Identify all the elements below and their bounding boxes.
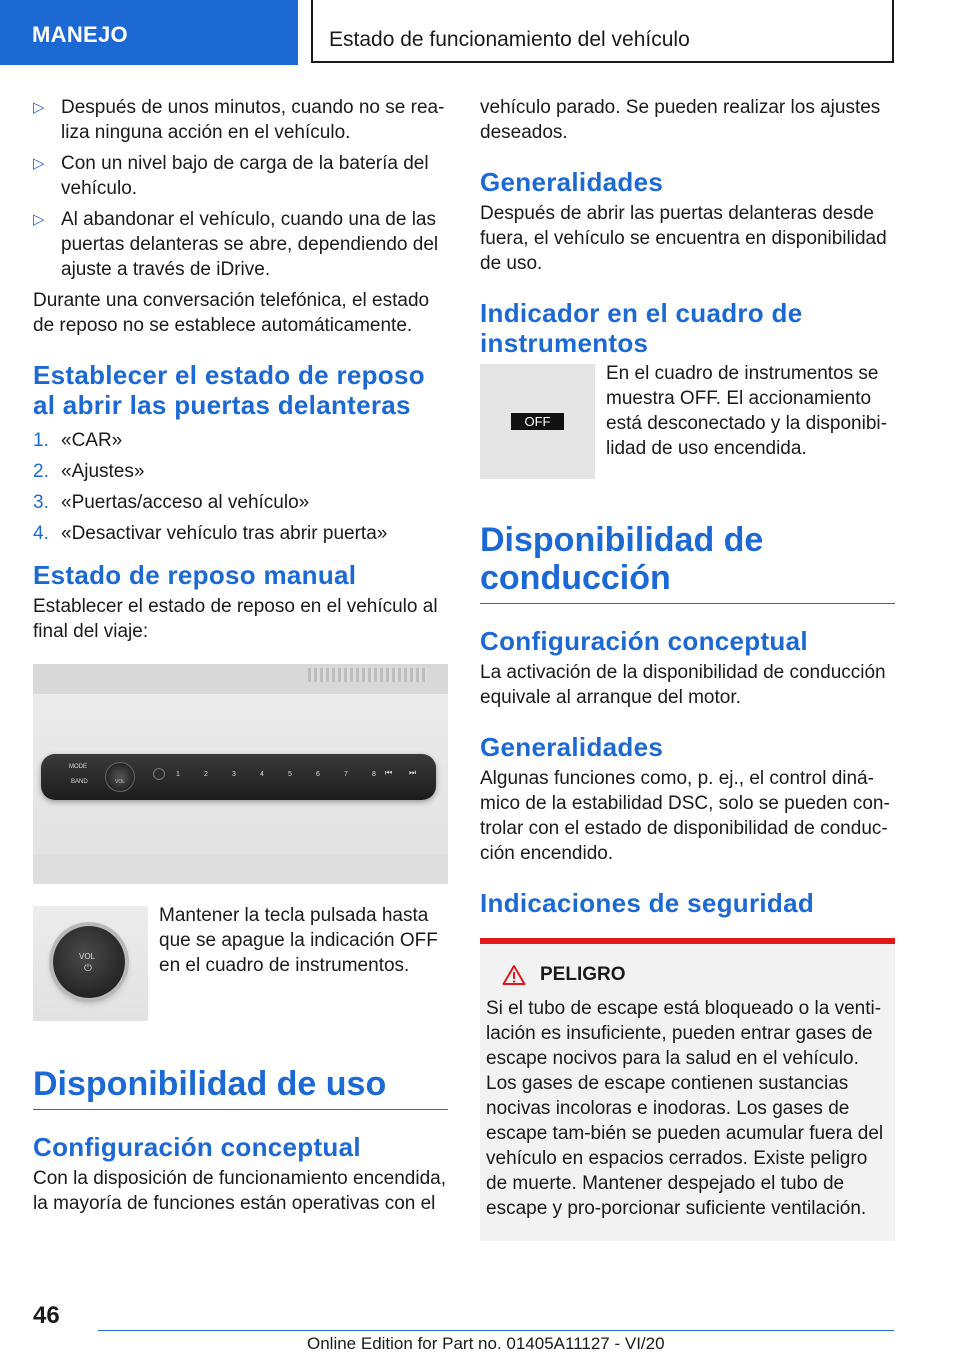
- section-heading: Indicador en el cuadro de instrumentos: [480, 298, 803, 358]
- section-tab: [0, 0, 298, 65]
- step-text: «Desactivar vehículo tras abrir puerta»: [61, 523, 388, 544]
- danger-title: PELIGRO: [540, 964, 626, 985]
- preset-label: 1: [176, 771, 180, 778]
- off-indicator: OFF: [511, 413, 564, 430]
- volume-knob: [105, 762, 135, 792]
- warning-triangle-icon: [502, 964, 526, 986]
- list-item: [33, 428, 448, 453]
- radio-console-image: [33, 664, 448, 884]
- left-column: [33, 95, 448, 1216]
- radio-panel: [41, 754, 436, 800]
- divider: [480, 603, 895, 604]
- preset-label: 4: [260, 771, 264, 778]
- section-heading: Indicaciones de seguridad: [480, 888, 815, 918]
- paragraph: En el cuadro de instrumentos se muestra OFF. El accionamiento está desconectado y la disponibi-lidad de uso encendida.: [606, 363, 887, 459]
- mode-button-label: MODE: [69, 764, 87, 770]
- section-heading: Generalidades: [480, 167, 664, 197]
- paragraph: Establecer el estado de reposo en el vehículo al final del viaje:: [33, 596, 438, 642]
- chapter-header: [311, 0, 894, 63]
- list-item: [33, 207, 448, 282]
- page-number: 46: [33, 1302, 60, 1329]
- chapter-title: Estado de funcionamiento del vehículo: [329, 28, 690, 51]
- step-number: 2.: [33, 461, 49, 482]
- triangle-bullet-icon: ▷: [33, 211, 45, 228]
- list-item: [33, 459, 448, 484]
- paragraph: vehículo parado. Se pueden realizar los ajustes deseados.: [480, 97, 881, 143]
- edition-note: Online Edition for Part no. 01405A11127 - VI/20: [307, 1334, 665, 1353]
- step-text: «CAR»: [61, 430, 123, 451]
- step-text: «Ajustes»: [61, 461, 145, 482]
- power-icon: ⏻: [84, 963, 92, 974]
- instrument-cluster-image: [480, 364, 595, 479]
- divider: [33, 1109, 448, 1110]
- paragraph: Con la disposición de funcionamiento encendida, la mayoría de funciones están operativas con el: [33, 1168, 446, 1214]
- preset-label: 2: [204, 771, 208, 778]
- paragraph: Algunas funciones como, p. ej., el control diná-mico de la estabilidad DSC, solo se pueden con-trolar con el estado de disponibilidad de conduc-ción encendido.: [480, 768, 890, 864]
- right-column: [480, 95, 895, 1241]
- list-item: [33, 490, 448, 515]
- list-item: [33, 151, 448, 201]
- paragraph: La activación de la disponibilidad de conducción equivale al arranque del motor.: [480, 662, 886, 708]
- section-heading: Configuración conceptual: [480, 626, 808, 656]
- indicator-figure: [480, 364, 895, 479]
- list-item: [33, 521, 448, 546]
- preset-label: 3: [232, 771, 236, 778]
- list-item: [33, 95, 448, 145]
- danger-notice: [480, 938, 895, 1241]
- triangle-bullet-icon: ▷: [33, 99, 45, 116]
- section-heading: Estado de reposo manual: [33, 560, 357, 590]
- step-number: 4.: [33, 523, 49, 544]
- section-heading: Establecer el estado de reposo al abrir las puertas delanteras: [33, 360, 425, 420]
- preset-label: 7: [344, 771, 348, 778]
- section-heading: Generalidades: [480, 732, 664, 762]
- paragraph: Mantener la tecla pulsada hasta que se apague la indicación OFF en el cuadro de instrumentos.: [159, 905, 438, 976]
- footer-divider: [98, 1330, 894, 1331]
- step-number: 3.: [33, 492, 49, 513]
- knob-vol-label: VOL: [79, 952, 96, 961]
- paragraph: Durante una conversación telefónica, el estado de reposo no se establece automáticamente.: [33, 290, 430, 336]
- bullet-text: Después de unos minutos, cuando no se rea-liza ninguna acción en el vehículo.: [61, 97, 445, 143]
- knob-figure: [33, 906, 448, 1021]
- preset-label: 6: [316, 771, 320, 778]
- danger-header: [502, 964, 889, 986]
- chapter-heading: Disponibilidad de uso: [33, 1065, 387, 1103]
- step-number: 1.: [33, 430, 49, 451]
- preset-buttons: [176, 771, 376, 778]
- preset-label: 8: [372, 771, 376, 778]
- preset-label: 5: [288, 771, 292, 778]
- bullet-text: Con un nivel bajo de carga de la batería del vehículo.: [61, 153, 429, 199]
- section-label: MANEJO: [32, 22, 128, 47]
- bullet-text: Al abandonar el vehículo, cuando una de las puertas delanteras se abre, dependiendo del ajuste a través de iDrive.: [61, 209, 439, 280]
- section-heading: Configuración conceptual: [33, 1132, 361, 1162]
- step-text: «Puertas/acceso al vehículo»: [61, 492, 310, 513]
- chapter-heading: Disponibilidad de conducción: [480, 521, 764, 597]
- band-button-label: BAND: [71, 779, 88, 785]
- skip-forward-icon: ⏭: [409, 768, 417, 777]
- vol-label: VOL: [115, 779, 126, 785]
- paragraph: Después de abrir las puertas delanteras desde fuera, el vehículo se encuentra en disponibilidad de uso.: [480, 203, 887, 274]
- triangle-bullet-icon: ▷: [33, 155, 45, 172]
- skip-back-icon: ⏮: [385, 768, 393, 777]
- volume-knob-image: [33, 906, 148, 1021]
- danger-text: Si el tubo de escape está bloqueado o la venti-lación es insuficiente, pueden entrar gases de escape nocivos para la salud en el vehículo. Los gases de escape contienen sustancias nocivas incoloras e inodoras. Los gases de escape tam-bién se pueden acumular fuera del vehículo en espacios cerrados. Existe peligro de muerte. Mantener despejado el tubo de escape y pro-porcionar suficiente ventilación.: [486, 998, 884, 1219]
